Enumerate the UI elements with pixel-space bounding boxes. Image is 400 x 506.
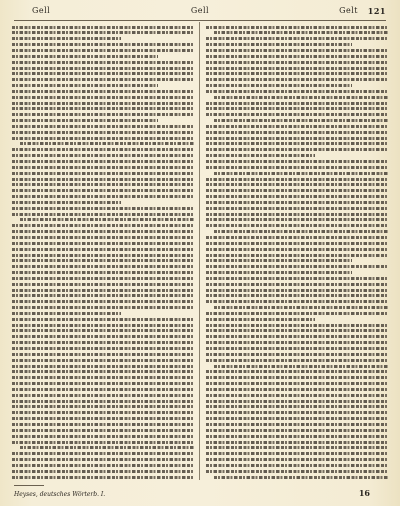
text-line [12, 188, 194, 194]
text-line [12, 176, 194, 182]
text-line [12, 456, 194, 462]
text-line [20, 141, 194, 147]
text-line [206, 445, 388, 451]
text-line [206, 322, 388, 328]
text-line [12, 223, 194, 229]
text-line [12, 88, 194, 94]
text-line [12, 427, 194, 433]
text-line [206, 36, 388, 42]
text-line [214, 30, 388, 36]
text-line [12, 351, 194, 357]
text-line [12, 164, 194, 170]
footer-imprint: Heyses, deutsches Wörterb. I. [14, 491, 106, 498]
text-line [206, 246, 388, 252]
text-line [12, 305, 194, 311]
text-line [12, 53, 158, 59]
text-line [214, 363, 388, 369]
text-line [12, 398, 194, 404]
text-line [12, 158, 194, 164]
text-line [206, 188, 388, 194]
text-line [206, 375, 388, 381]
text-line [12, 252, 194, 258]
text-line [12, 170, 194, 176]
text-line [206, 53, 388, 59]
text-line [206, 164, 388, 170]
text-line [206, 106, 388, 112]
text-line [12, 269, 194, 275]
text-line [206, 357, 388, 363]
text-line [12, 334, 194, 340]
text-line [12, 106, 194, 112]
text-line [206, 264, 388, 270]
text-line [12, 47, 194, 53]
text-line [214, 170, 388, 176]
text-line [206, 82, 352, 88]
text-line [206, 345, 388, 351]
text-line [12, 287, 194, 293]
text-line [12, 199, 121, 205]
text-line [214, 118, 388, 124]
text-line [206, 421, 388, 427]
text-line [206, 386, 388, 392]
text-line [12, 94, 194, 100]
text-line [206, 404, 388, 410]
text-line [12, 340, 194, 346]
text-line [206, 205, 388, 211]
text-line [206, 433, 388, 439]
text-line [206, 287, 388, 293]
text-line [206, 269, 352, 275]
text-line [12, 369, 194, 375]
text-line [12, 322, 194, 328]
text-line [12, 82, 158, 88]
text-line [12, 363, 194, 369]
text-line [206, 328, 388, 334]
text-line [206, 141, 388, 147]
text-line [12, 451, 194, 457]
text-line [206, 217, 388, 223]
text-line [12, 421, 194, 427]
text-line [214, 305, 388, 311]
text-line [206, 334, 388, 340]
text-line [214, 229, 388, 235]
text-line [206, 252, 388, 258]
text-line [206, 176, 388, 182]
text-line [206, 135, 388, 141]
text-line [12, 65, 194, 71]
text-line [12, 375, 194, 381]
text-line [206, 193, 388, 199]
text-line [12, 275, 194, 281]
text-line [206, 211, 388, 217]
text-line [12, 462, 194, 468]
text-line [206, 468, 388, 474]
text-line [206, 77, 388, 83]
text-line [12, 42, 194, 48]
text-line [12, 182, 194, 188]
text-line [12, 281, 194, 287]
text-line [12, 59, 194, 65]
text-line [206, 47, 388, 53]
text-line [12, 433, 194, 439]
text-line [12, 310, 121, 316]
text-line [12, 129, 194, 135]
text-line [206, 147, 388, 153]
text-line [206, 24, 388, 30]
text-line [206, 240, 388, 246]
text-line [12, 229, 194, 235]
text-line [206, 153, 315, 159]
text-line [206, 182, 388, 188]
text-line [206, 258, 352, 264]
text-line [206, 310, 388, 316]
text-line [206, 456, 388, 462]
right-column [206, 24, 388, 482]
text-line [12, 258, 194, 264]
text-line [20, 445, 194, 451]
text-line [206, 100, 388, 106]
text-line [12, 474, 194, 480]
text-line [12, 118, 158, 124]
text-line [12, 211, 194, 217]
text-line [206, 281, 388, 287]
text-line [206, 299, 388, 305]
page-footer [14, 486, 386, 498]
text-line [206, 88, 388, 94]
text-line [12, 404, 194, 410]
text-line [206, 112, 388, 118]
text-line [12, 468, 194, 474]
text-line [206, 380, 388, 386]
text-line [206, 427, 388, 433]
text-line [12, 246, 194, 252]
text-line [12, 357, 194, 363]
header-right-headword: Gelt [339, 6, 358, 15]
header-left-headword: Gell [32, 6, 51, 15]
running-header [14, 6, 386, 20]
text-line [206, 451, 388, 457]
text-line [12, 380, 194, 386]
page-number: 121 [367, 6, 386, 16]
text-line [206, 410, 388, 416]
text-line [12, 345, 194, 351]
text-line [206, 462, 388, 468]
text-line [206, 392, 388, 398]
text-line [12, 240, 194, 246]
text-line [206, 340, 388, 346]
text-line [12, 193, 194, 199]
text-line [12, 293, 194, 299]
text-line [206, 416, 388, 422]
text-line [12, 36, 121, 42]
text-line [12, 299, 194, 305]
text-line [206, 59, 388, 65]
text-line [214, 474, 388, 480]
text-line [206, 398, 388, 404]
text-line [12, 71, 194, 77]
text-line [206, 316, 315, 322]
text-line [12, 392, 194, 398]
text-line [206, 71, 388, 77]
text-line [206, 351, 388, 357]
text-line [12, 205, 194, 211]
text-line [206, 199, 388, 205]
text-line [12, 410, 194, 416]
left-column [12, 24, 194, 482]
text-line [12, 264, 194, 270]
text-line [206, 223, 388, 229]
header-center-headword: Gell [190, 6, 210, 15]
text-line [12, 328, 194, 334]
text-line [206, 369, 388, 375]
text-line [12, 147, 194, 153]
text-line [12, 77, 194, 83]
text-line [12, 234, 194, 240]
text-line [12, 416, 194, 422]
text-line [12, 439, 194, 445]
text-line [20, 217, 194, 223]
text-line [12, 112, 194, 118]
text-line [206, 65, 388, 71]
text-line [206, 275, 388, 281]
text-line [206, 234, 388, 240]
text-line [12, 100, 194, 106]
text-line [214, 94, 388, 100]
text-line [206, 123, 388, 129]
text-line [12, 316, 194, 322]
text-line [206, 158, 388, 164]
header-rule [14, 20, 386, 21]
text-line [12, 123, 194, 129]
text-line [206, 439, 388, 445]
text-line [206, 42, 352, 48]
text-line [12, 30, 194, 36]
text-line [12, 153, 194, 159]
text-line [206, 293, 388, 299]
text-line [12, 135, 194, 141]
signature-mark: 16 [358, 488, 370, 498]
column-divider [199, 22, 200, 480]
text-line [12, 24, 194, 30]
text-line [12, 386, 194, 392]
text-line [206, 129, 388, 135]
